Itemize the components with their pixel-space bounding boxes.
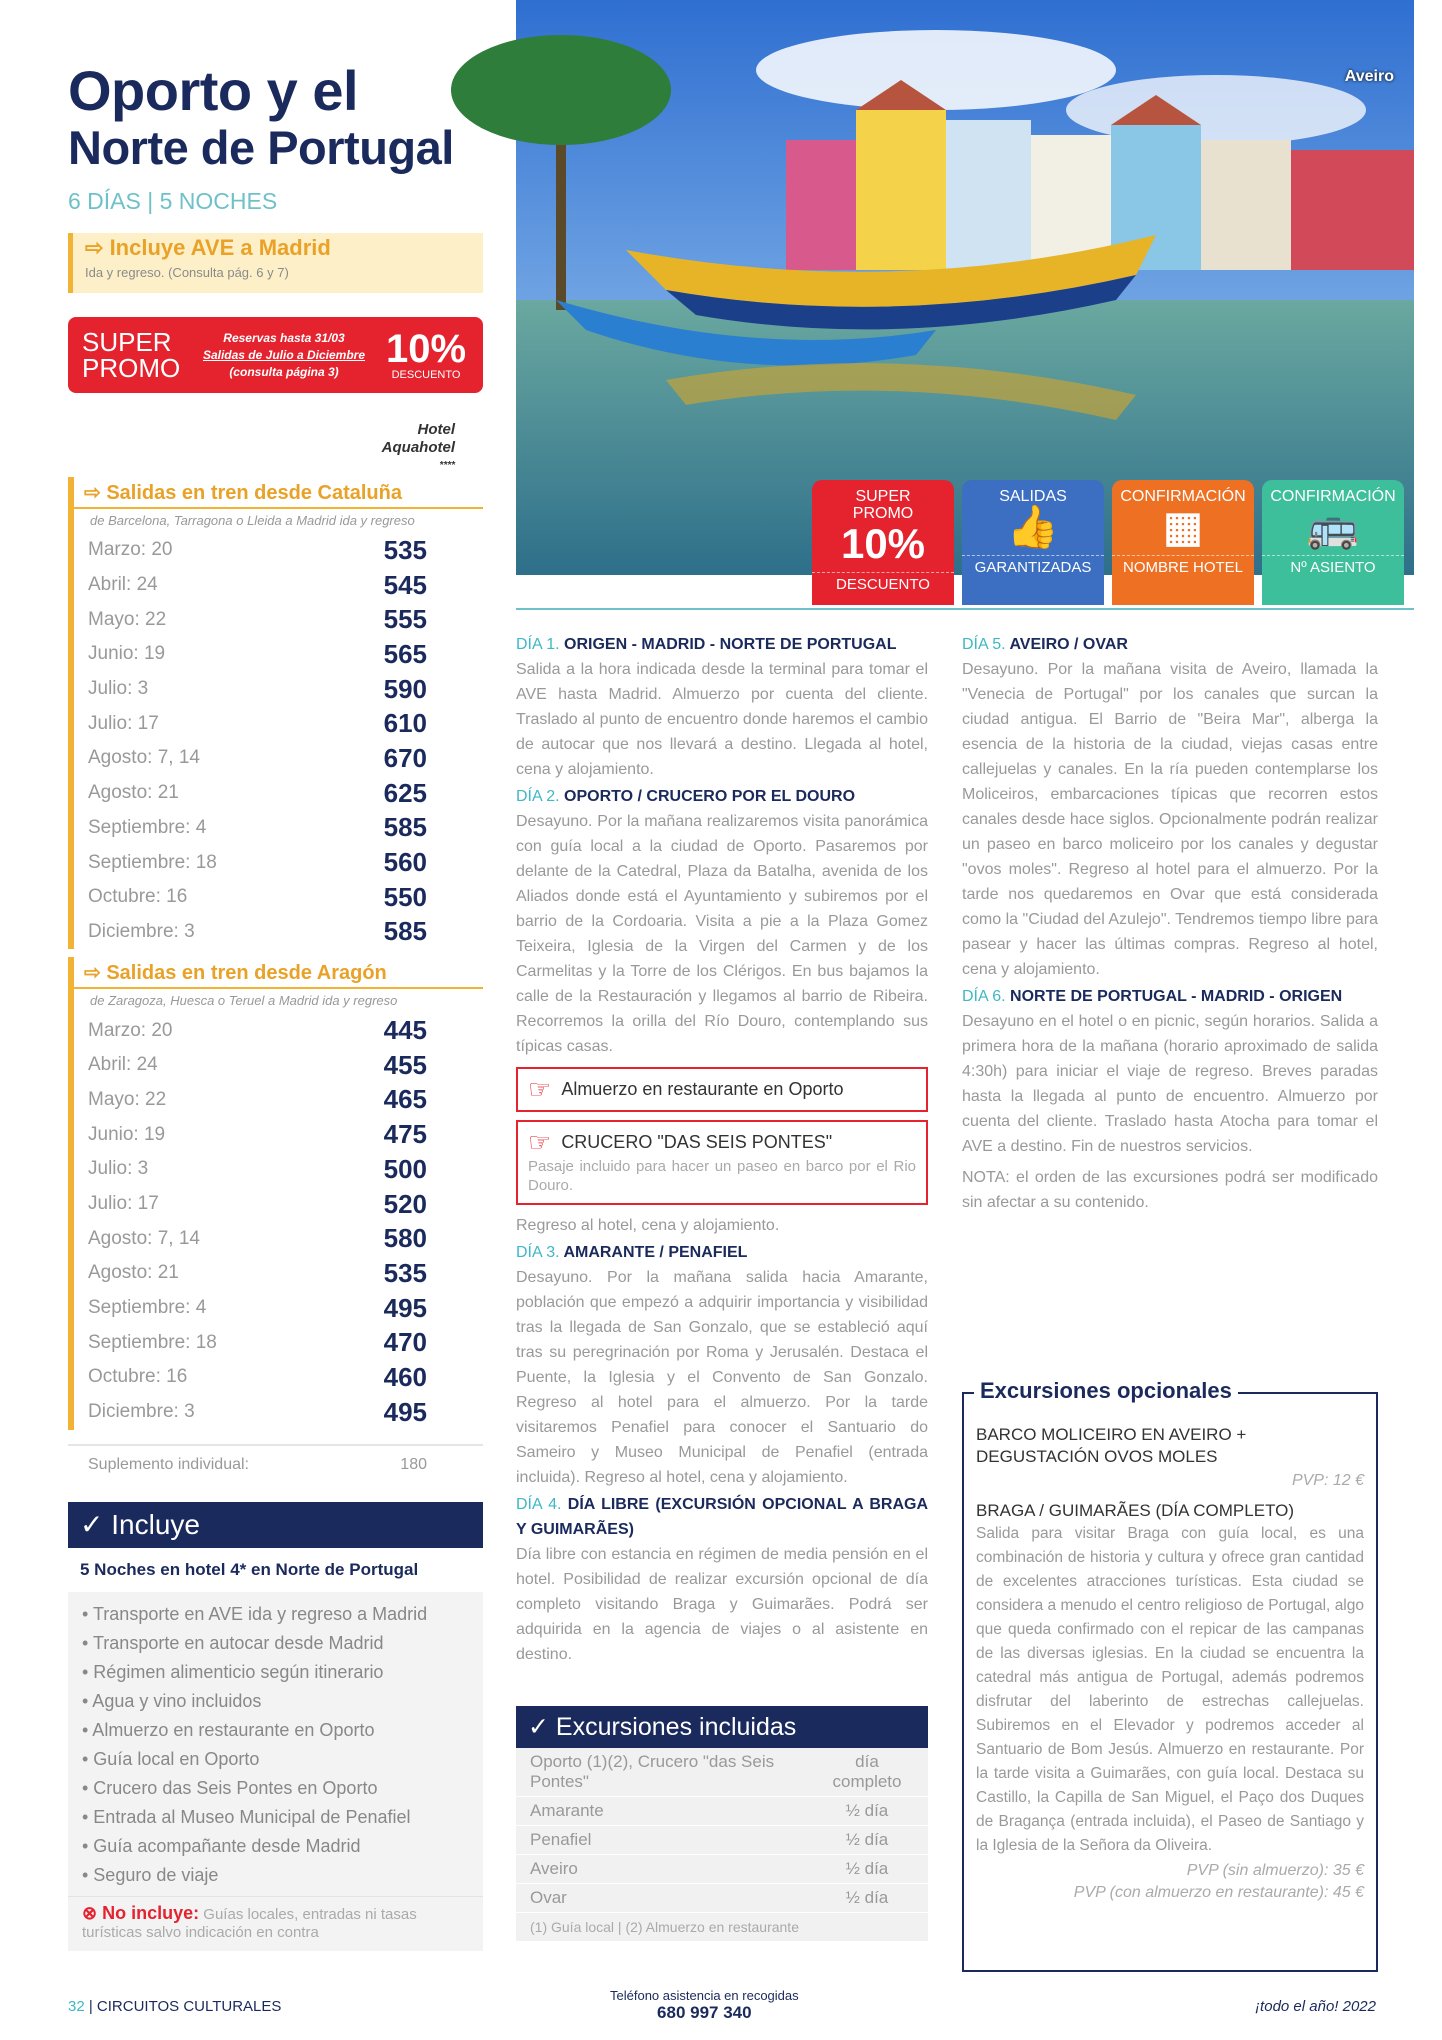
- highlight-lunch: [516, 1067, 928, 1112]
- price: 585: [383, 916, 427, 947]
- section-divider: [516, 608, 1414, 610]
- price-row: [74, 1325, 483, 1360]
- promo-label-1: SUPER: [82, 327, 172, 357]
- ave-sub: Ida y regreso. (Consulta pág. 6 y 7): [85, 265, 289, 280]
- day5-text: Desayuno. Por la mañana visita de Aveiro, llamada la "Venecia de Portugal" por los canales que surcan la ciudad antigua. El Barrio de "Beira Mar", alberga la esencia de la historia de la ciudad, viejas casas entre callejuelas y canales. En la ría pueden contemplarse los Moliceiros, embarcaciones típicas que recorren estos canales desde hace siglos. Opcionalmente podrán realizar un paseo en barco moliceiro por los canales y degustar "ovos moles". Regreso al hotel para el almuerzo. Por la tarde nos quedaremos en Ovar que está considerada como la "Ciudad del Azulejo". Tendremos tiempo libre para pasear y hacer las últimas compras. Regreso al hotel, cena y alojamiento.: [962, 661, 1378, 978]
- price: 555: [383, 604, 427, 635]
- departure-date: Julio: 17: [88, 1193, 159, 1215]
- duration: 6 DÍAS | 5 NOCHES: [68, 188, 278, 214]
- price: 625: [383, 777, 427, 808]
- day2-heading: [516, 784, 928, 809]
- badge-top1: CONFIRMACIÓN: [1270, 488, 1396, 505]
- optional2-title: BRAGA / GUIMARÃES (DÍA COMPLETO): [976, 1501, 1295, 1520]
- departure-date: Septiembre: 4: [88, 1297, 207, 1319]
- departure-date: Marzo: 20: [88, 1019, 173, 1041]
- price: 470: [383, 1327, 427, 1358]
- excursion-row: [516, 1797, 928, 1826]
- price: 580: [383, 1223, 427, 1254]
- price-row: [74, 741, 483, 776]
- included-item: • Transporte en autocar desde Madrid: [82, 1632, 384, 1653]
- price-row: [74, 672, 483, 707]
- supplement-row: [68, 1444, 483, 1474]
- badge-top1: CONFIRMACIÓN: [1120, 488, 1246, 505]
- day4-text: Día libre con estancia en régimen de media pensión en el hotel. Posibilidad de realizar excursión opcional de día completo visitando Braga y Guimarães. Podrá ser adquirida en la agencia de viajes o al asistente en destino.: [516, 1546, 928, 1663]
- excursion-row: [516, 1884, 928, 1913]
- itinerary-note: NOTA: el orden de las excursiones podrá ser modificado sin afectar a su contenido.: [962, 1169, 1378, 1211]
- departure-date: Octubre: 16: [88, 886, 188, 908]
- departure-date: Diciembre: 3: [88, 920, 195, 942]
- departure-date: Mayo: 22: [88, 1088, 167, 1110]
- highlight-cruise: [516, 1120, 928, 1205]
- day5-heading: [962, 632, 1378, 657]
- hotel-stars: ****: [439, 460, 455, 471]
- optional2-text: Salida para visitar Braga con guía local, es una combinación de historia y cultura y ofrece gran cantidad de excelentes atracciones turísticas. Esta ciudad se considera a menudo el centro religioso de Portugal, algo que queda confirmado con el repicar de las campanas de las diversas iglesias. En la ciudad se encuentra la catedral más antigua de Portugal, además podremos disfrutar del laberinto de estrechas callejuelas. Subiremos en el Elevador y podremos acceder al Santuario de Bom Jesús. Almuerzo en restaurante. Por la tarde visita a Guimarães, con guía local. Destaca su Castillo, la Capilla de San Miguel, el Paço dos Duques de Bragança (entrada incluida), el Paseo de Santiago y la Iglesia de la Señora da Oliveira.: [976, 1525, 1364, 1854]
- excursion-duration: ½ día: [845, 1859, 889, 1878]
- excursion-duration: ½ día: [845, 1801, 889, 1820]
- optional1-title: BARCO MOLICEIRO EN AVEIRO + DEGUSTACIÓN OVOS MOLES: [976, 1425, 1247, 1466]
- excursiones-incluidas: [516, 1706, 928, 1941]
- departure-date: Julio: 3: [88, 1158, 149, 1180]
- badge-top1: SUPER: [855, 488, 911, 505]
- price: 560: [383, 847, 427, 878]
- promo-percent-block: [386, 329, 466, 381]
- price-row: [74, 568, 483, 603]
- day3-num: DÍA 3.: [516, 1244, 560, 1261]
- departure-date: Octubre: 16: [88, 1366, 188, 1388]
- price: 520: [383, 1188, 427, 1219]
- no-incluye: [68, 1896, 483, 1951]
- day4-num: DÍA 4.: [516, 1496, 562, 1513]
- departure-date: Junio: 19: [88, 1123, 166, 1145]
- highlight-cruise-title: CRUCERO "DAS SEIS PONTES": [561, 1132, 833, 1152]
- price: 465: [383, 1084, 427, 1115]
- departure-date: Julio: 17: [88, 712, 159, 734]
- price-row: [74, 1395, 483, 1430]
- promo-cond-2: Salidas de Julio a Diciembre: [202, 347, 366, 362]
- departure-date: Septiembre: 18: [88, 1331, 217, 1353]
- price-row: [74, 880, 483, 915]
- excursion-row: [516, 1826, 928, 1855]
- price-row: [74, 915, 483, 950]
- cataluna-sub: de Barcelona, Tarragona o Lleida a Madrid ida y regreso: [90, 513, 415, 528]
- excursion-duration: día completo: [832, 1752, 902, 1791]
- price-row: [74, 776, 483, 811]
- included-item: • Almuerzo en restaurante en Oporto: [82, 1719, 375, 1740]
- promo-label: [82, 329, 194, 381]
- phone-label: Teléfono asistencia en recogidas: [610, 1988, 799, 2003]
- departure-date: Marzo: 20: [88, 539, 173, 561]
- day1-title: ORIGEN - MADRID - NORTE DE PORTUGAL: [564, 636, 897, 653]
- excursion-duration: ½ día: [845, 1830, 889, 1849]
- price: 460: [383, 1361, 427, 1392]
- badge-bottom: Nº ASIENTO: [1262, 555, 1404, 576]
- highlight-lunch-title: Almuerzo en restaurante en Oporto: [561, 1079, 844, 1099]
- incluye-sub: 5 Noches en hotel 4* en Norte de Portugal: [68, 1548, 483, 1592]
- departure-date: Julio: 3: [88, 678, 149, 700]
- day2-text: Desayuno. Por la mañana realizaremos visita panorámica con guía local a la ciudad de Oporto. Pasaremos por delante de la Catedral, Plaza da Batalha, avenida de los Aliados donde está el Ayuntamiento y subiremos por el barrio de la Cordoaria. Visita a pie a la Plaza Gomez Teixeira, Iglesia de la Virgen del Carmen y de los Carmelitas y la Torre de los Clérigos. En bus bajamos la calle de la Restauración y llegamos al barrio de Ribeira. Recorremos la orilla del Río Douro, contemplando sus típicas casas.: [516, 813, 928, 1055]
- price-row: [74, 1291, 483, 1326]
- excursiones-incluidas-footnote: (1) Guía local | (2) Almuerzo en restaurante: [516, 1913, 928, 1941]
- included-item: • Crucero das Seis Pontes en Oporto: [82, 1777, 378, 1798]
- cross-icon: ⊗: [82, 1902, 98, 1923]
- hotel-header-2: Aquahotel: [381, 439, 455, 456]
- aragon-heading: Salidas en tren desde Aragón: [106, 962, 387, 985]
- departure-date: Abril: 24: [88, 1054, 158, 1076]
- badge-bottom: GARANTIZADAS: [962, 555, 1104, 576]
- feature-badge: [1112, 480, 1254, 605]
- promo-cond-3: (consulta página 3): [229, 364, 339, 379]
- excursion-name: Penafiel: [530, 1830, 592, 1849]
- itinerary-column-1: [516, 630, 928, 1667]
- day6-num: DÍA 6.: [962, 988, 1006, 1005]
- price-row: [74, 706, 483, 741]
- highlight-cruise-text: Pasaje incluido para hacer un paseo en barco por el Rio Douro.: [528, 1158, 916, 1194]
- hero-caption: Aveiro: [1344, 68, 1394, 85]
- included-item: • Agua y vino incluidos: [82, 1690, 262, 1711]
- price-row: [74, 1360, 483, 1395]
- pointing-hand-icon: ☞: [528, 1074, 552, 1104]
- left-column: [68, 60, 483, 1951]
- departure-date: Septiembre: 18: [88, 851, 217, 873]
- price: 475: [383, 1119, 427, 1150]
- departure-date: Agosto: 21: [88, 782, 179, 804]
- arrow-icon: ⇨: [85, 235, 104, 260]
- price: 535: [383, 1257, 427, 1288]
- price-row: [74, 533, 483, 568]
- price-row: [74, 1013, 483, 1048]
- arrow-icon: ⇨: [84, 962, 101, 985]
- excursiones-opcionales: [962, 1378, 1378, 1972]
- no-incluye-label: No incluye:: [102, 1902, 200, 1923]
- badge-top2: PROMO: [852, 505, 914, 522]
- promo-cond-1: Reservas hasta 31/03: [223, 330, 345, 345]
- excursiones-opcionales-heading: Excursiones opcionales: [974, 1378, 1238, 1404]
- included-item: • Transporte en AVE ida y regreso a Madrid: [82, 1603, 428, 1624]
- page-number: 32: [68, 1998, 85, 2015]
- departure-date: Mayo: 22: [88, 608, 167, 630]
- included-item: • Guía local en Oporto: [82, 1748, 260, 1769]
- day1-text: Salida a la hora indicada desde la terminal para tomar el AVE hasta Madrid. Almuerzo por cuenta del cliente. Traslado al punto de encuentro donde haremos el cambio de autocar que nos llevará a destino. Llegada al hotel, cena y alojamiento.: [516, 661, 928, 778]
- price: 585: [383, 812, 427, 843]
- price: 495: [383, 1292, 427, 1323]
- price-row: [74, 1221, 483, 1256]
- aragon-sub: de Zaragoza, Huesca o Teruel a Madrid ida y regreso: [90, 993, 398, 1009]
- ave-heading: Incluye AVE a Madrid: [109, 235, 331, 260]
- hotel-header-1: Hotel: [417, 421, 455, 438]
- excursion-duration: ½ día: [845, 1888, 889, 1907]
- day6-title: NORTE DE PORTUGAL - MADRID - ORIGEN: [1010, 988, 1343, 1005]
- supplement-value: 180: [400, 1455, 427, 1473]
- page-title-line1: Oporto y el: [68, 59, 359, 122]
- day1-heading: [516, 632, 928, 657]
- badge-icon: 10%: [840, 520, 926, 567]
- price-row: [74, 1117, 483, 1152]
- day6-text: Desayuno en el hotel o en picnic, según horarios. Salida a primera hora de la mañana (horario aproximado de salida 4:30h) para iniciar el viaje de regreso. Breves paradas hasta la llegada al punto de encuentro. Almuerzo por cuenta del cliente. Traslado hasta Atocha para tomar el AVE a destino. Fin de nuestros servicios.: [962, 1013, 1378, 1155]
- excursion-name: Oporto (1)(2), Crucero "das Seis Pontes": [530, 1752, 775, 1791]
- no-incluye-text: Guías locales, entradas ni tasas turísticas salvo indicación en contra: [82, 1905, 417, 1941]
- super-promo-banner: [68, 317, 483, 393]
- price-row: [74, 845, 483, 880]
- footer-right: ¡todo el año! 2022: [1255, 1998, 1376, 2015]
- excursion-row: [516, 1748, 928, 1797]
- price: 545: [383, 569, 427, 600]
- badge-top1: SALIDAS: [999, 488, 1067, 505]
- itinerary-column-2: [962, 630, 1378, 1215]
- price: 670: [383, 742, 427, 773]
- price-row: [74, 1083, 483, 1118]
- incluye-list: [68, 1592, 483, 1896]
- day3-title: AMARANTE / PENAFIEL: [563, 1244, 748, 1261]
- price: 610: [383, 708, 427, 739]
- price: 550: [383, 881, 427, 912]
- price-row: [74, 602, 483, 637]
- price-row: [74, 1048, 483, 1083]
- price-table-cataluna: [68, 477, 483, 949]
- excursiones-incluidas-heading: ✓ Excursiones incluidas: [516, 1706, 928, 1748]
- excursion-name: Ovar: [530, 1888, 567, 1907]
- incluye-heading: ✓ Incluye: [68, 1502, 483, 1548]
- included-item: • Entrada al Museo Municipal de Penafiel: [82, 1806, 411, 1827]
- feature-badges: [812, 480, 1404, 605]
- price-row: [74, 1256, 483, 1291]
- departure-date: Agosto: 7, 14: [88, 1227, 200, 1249]
- optional2-price-a: PVP (sin almuerzo): 35 €: [1186, 1862, 1364, 1879]
- section-name: | CIRCUITOS CULTURALES: [88, 1998, 282, 2015]
- price-row: [74, 1152, 483, 1187]
- excursion-name: Amarante: [530, 1801, 604, 1820]
- included-item: • Guía acompañante desde Madrid: [82, 1835, 361, 1856]
- arrow-icon: ⇨: [84, 482, 101, 504]
- feature-badge: [962, 480, 1104, 605]
- ave-box: [68, 233, 483, 293]
- departure-date: Agosto: 21: [88, 1262, 179, 1284]
- badge-icon: 🚌: [1306, 503, 1360, 550]
- price: 445: [383, 1015, 427, 1046]
- day2-title: OPORTO / CRUCERO POR EL DOURO: [564, 788, 856, 805]
- day5-num: DÍA 5.: [962, 636, 1006, 653]
- day2-num: DÍA 2.: [516, 788, 560, 805]
- day3-text: Desayuno. Por la mañana salida hacia Amarante, población que empezó a adquirir importancia y visibilidad tras la llegada de San Gonzalo, que se estableció aquí tras su peregrinación por Roma y Jerusalén. Destaca el Puente, la Iglesia y el Convento de San Gonzalo. Regreso al hotel para el almuerzo. Por la tarde visitaremos Penafiel para conocer el Santuario do Sameiro y Museo Municipal de Penafiel (entrada incluida). Regreso al hotel, cena y alojamiento.: [516, 1269, 928, 1486]
- day3-heading: [516, 1240, 928, 1265]
- excursion-row: [516, 1855, 928, 1884]
- excursion-name: Aveiro: [530, 1859, 578, 1878]
- price-table-aragon: [68, 957, 483, 1429]
- price-row: [74, 1187, 483, 1222]
- departure-date: Abril: 24: [88, 574, 158, 596]
- included-item: • Seguro de viaje: [82, 1864, 219, 1885]
- hotel-header: [68, 421, 483, 475]
- price: 495: [383, 1396, 427, 1427]
- phone-number: 680 997 340: [657, 2003, 752, 2022]
- price: 455: [383, 1049, 427, 1080]
- day2-end: Regreso al hotel, cena y alojamiento.: [516, 1217, 780, 1234]
- feature-badge: [1262, 480, 1404, 605]
- hero-photo: [516, 0, 1414, 593]
- price-row: [74, 637, 483, 672]
- promo-label-2: PROMO: [82, 353, 181, 383]
- departure-date: Agosto: 7, 14: [88, 747, 200, 769]
- price: 590: [383, 673, 427, 704]
- badge-bottom: DESCUENTO: [812, 572, 954, 593]
- price: 535: [383, 534, 427, 565]
- footer-phone: [610, 1988, 799, 2023]
- supplement-label: Suplemento individual:: [88, 1455, 249, 1473]
- footer-left: [68, 1998, 281, 2015]
- cataluna-heading: Salidas en tren desde Cataluña: [106, 482, 402, 504]
- optional2-price-b: PVP (con almuerzo en restaurante): 45 €: [1073, 1884, 1364, 1901]
- day5-title: AVEIRO / OVAR: [1009, 636, 1128, 653]
- day6-heading: [962, 984, 1378, 1009]
- optional1-price: PVP: 12 €: [1291, 1472, 1364, 1489]
- pointing-hand-icon: ☞: [528, 1127, 552, 1157]
- day4-title: DÍA LIBRE (EXCURSIÓN OPCIONAL A BRAGA Y GUIMARÃES): [516, 1496, 929, 1538]
- promo-conditions: [194, 330, 374, 381]
- promo-discount: DESCUENTO: [391, 369, 461, 381]
- badge-bottom: NOMBRE HOTEL: [1112, 555, 1254, 576]
- included-item: • Régimen alimenticio según itinerario: [82, 1661, 384, 1682]
- day4-heading: [516, 1492, 928, 1542]
- feature-badge: [812, 480, 954, 605]
- incluye-box: [68, 1502, 483, 1951]
- departure-date: Junio: 19: [88, 643, 166, 665]
- badge-icon: ▦: [1163, 503, 1203, 550]
- departure-date: Septiembre: 4: [88, 816, 207, 838]
- page-title-line2: Norte de Portugal: [68, 121, 454, 174]
- day1-num: DÍA 1.: [516, 636, 560, 653]
- promo-percent: 10%: [386, 327, 467, 371]
- price-row: [74, 811, 483, 846]
- price: 500: [383, 1153, 427, 1184]
- badge-icon: 👍: [1006, 503, 1060, 550]
- price: 565: [383, 638, 427, 669]
- departure-date: Diciembre: 3: [88, 1401, 195, 1423]
